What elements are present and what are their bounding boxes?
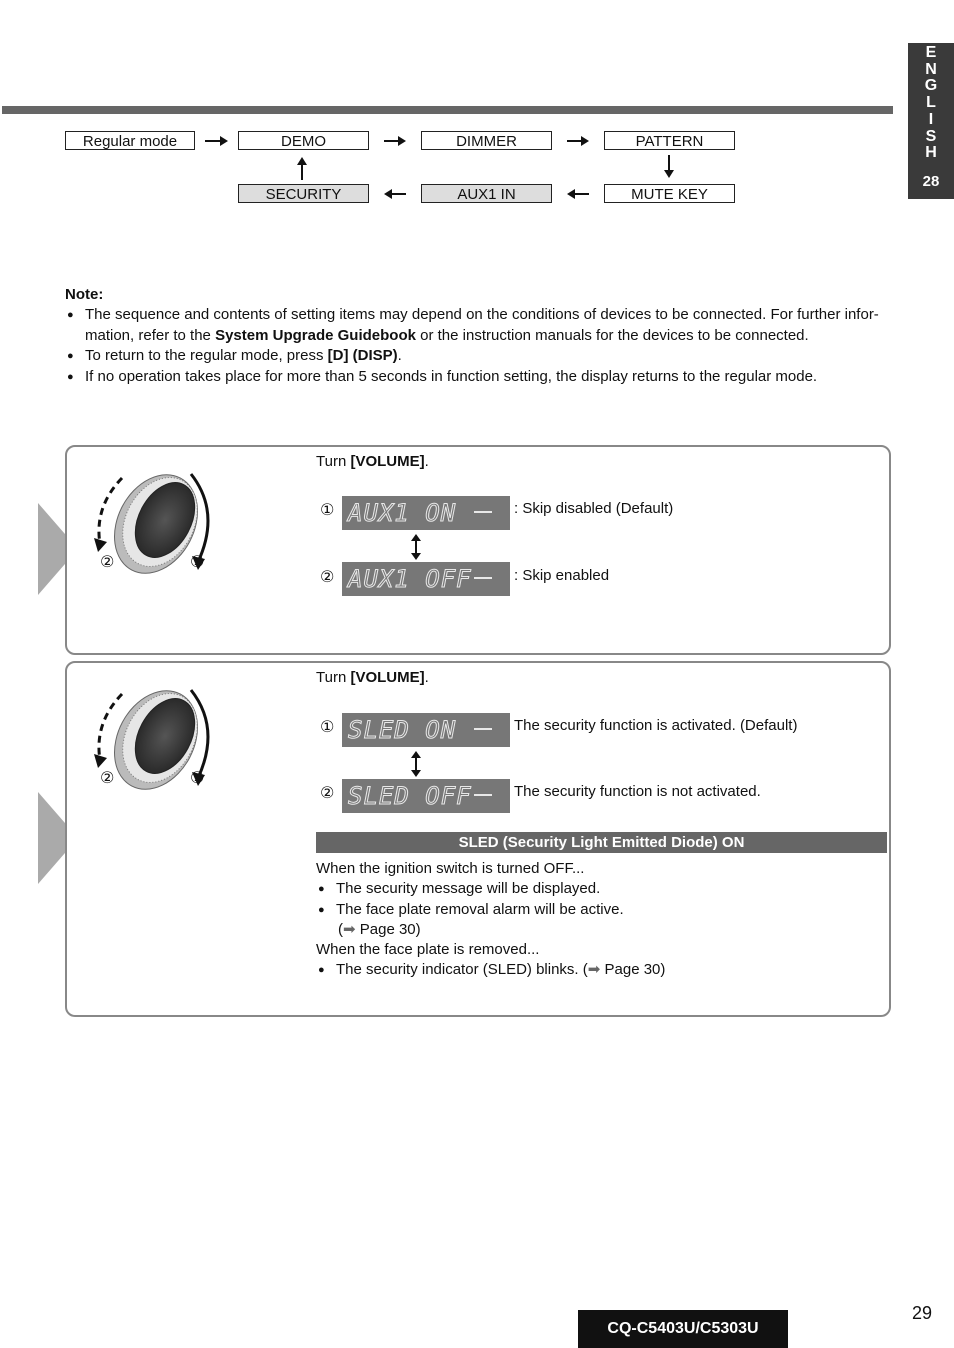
note-item: ● To return to the regular mode, press [D] (DISP). (65, 346, 895, 367)
model-number-badge: CQ-C5403U/C5303U (578, 1310, 788, 1348)
note-item: ● The sequence and contents of setting items may depend on the conditions of devices to be connected. For further infor- mation, refer to the System Upgrade Guidebook or the instruction manuals for the devices to be connected. (65, 305, 895, 346)
toggle-arrow-icon (407, 750, 425, 778)
lcd-display (342, 779, 510, 813)
flow-security: SECURITY (238, 184, 369, 203)
option-description: The security function is not activated. (514, 783, 761, 800)
option-number: ② (320, 569, 335, 586)
lcd-display (342, 496, 510, 530)
note-item: ● If no operation takes place for more than 5 seconds in function setting, the display returns to the regular mode. (65, 367, 895, 388)
knob-right-number: ① (190, 770, 205, 787)
arrow-right-icon (563, 133, 593, 149)
arrow-down-icon (661, 153, 677, 181)
instruction-text: Turn [VOLUME]. (316, 453, 429, 470)
language-tab (908, 43, 954, 199)
page-reference: (➡ Page 30) (338, 920, 421, 938)
flow-mute-key: MUTE KEY (604, 184, 735, 203)
arrow-left-icon (380, 186, 410, 202)
option-description: The security function is activated. (Default) (514, 717, 798, 734)
arrow-right-icon (380, 133, 410, 149)
sled-bullet: ● The face plate removal alarm will be active. (316, 900, 886, 920)
option-description: : Skip enabled (514, 567, 610, 584)
lcd-text: AUX1 ON (348, 499, 457, 527)
language-label: E N G L I S H (924, 44, 938, 162)
lcd-dash (474, 728, 492, 730)
knob-left-number: ② (100, 770, 115, 787)
lcd-display (342, 713, 510, 747)
lcd-display (342, 562, 510, 596)
flow-dimmer: DIMMER (421, 131, 552, 150)
arrow-up-icon (294, 155, 310, 183)
lcd-dash (474, 511, 492, 513)
knob-right-number: ① (190, 554, 205, 571)
instruction-text: Turn [VOLUME]. (316, 669, 429, 686)
toggle-arrow-icon (407, 533, 425, 561)
sled-bullet: ● The security message will be displayed. (316, 879, 886, 899)
option-number: ② (320, 785, 335, 802)
option-number: ① (320, 719, 335, 736)
lcd-dash (474, 794, 492, 796)
lcd-text: SLED ON (348, 716, 457, 744)
flow-demo: DEMO (238, 131, 369, 150)
reference-arrow-icon: ➡ (343, 920, 356, 938)
arrow-left-icon (563, 186, 593, 202)
option-number: ① (320, 502, 335, 519)
flow-aux1-in: AUX1 IN (421, 184, 552, 203)
header-rule (2, 106, 893, 114)
reference-arrow-icon: ➡ (587, 961, 601, 979)
knob-left-number: ② (100, 554, 115, 571)
arrow-right-icon (200, 133, 230, 149)
lcd-text: AUX1 OFF (348, 565, 472, 593)
tab-page-number: 28 (922, 173, 940, 190)
lcd-dash (474, 577, 492, 579)
sled-description: When the ignition switch is turned OFF... ● The security message will be displayed. ● The face plate removal alarm will be active. (➡ Page 30) When the face plate is removed... ● The security indicator (SLED) blinks. (➡ Page 30) (316, 859, 886, 981)
page-number: 29 (912, 1303, 933, 1323)
sled-bullet: ● The security indicator (SLED) blinks. (➡ Page 30) (316, 960, 886, 980)
lcd-text: SLED OFF (348, 782, 472, 810)
flow-pattern: PATTERN (604, 131, 735, 150)
flow-regular-mode: Regular mode (65, 131, 195, 150)
sled-heading: SLED (Security Light Emitted Diode) ON (316, 832, 887, 853)
note-heading: Note: (65, 286, 104, 303)
note-list (65, 305, 895, 387)
option-description: : Skip disabled (Default) (514, 500, 674, 517)
